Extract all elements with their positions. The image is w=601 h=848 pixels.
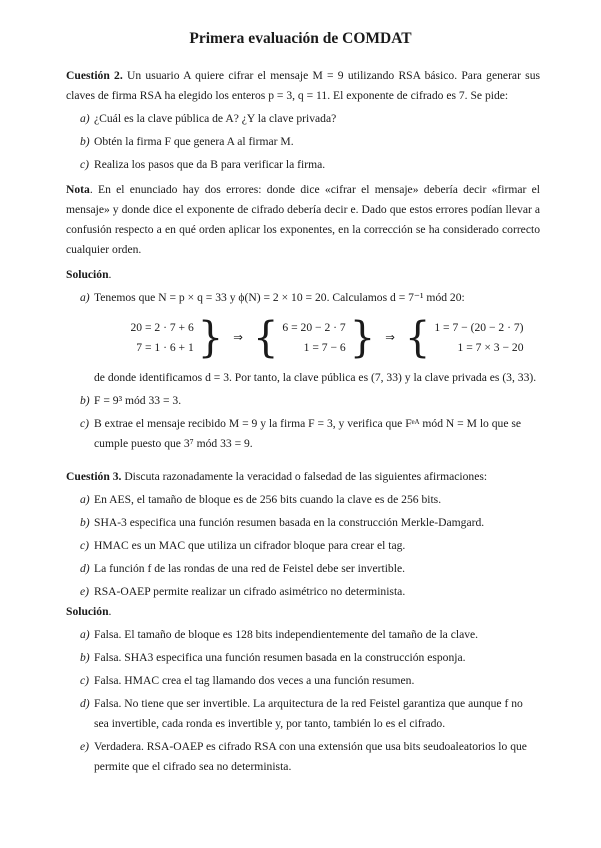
- item-text: de donde identificamos d = 3. Por tanto, la clave pública es (7, 33) y la clave privada es (3, 33).: [94, 371, 537, 384]
- list-item: [66, 109, 540, 129]
- list-item: [66, 582, 540, 602]
- item-text: Realiza los pasos que da B para verificar la firma.: [94, 158, 326, 171]
- item-text: B extrae el mensaje recibido M = 9 y la firma F = 3, y verifica que Fᵉᴬ mód N = M lo que se cumple puesto que 3⁷ mód 33 = 9.: [94, 417, 522, 450]
- item-text: Falsa. No tiene que ser invertible. La arquitectura de la red Feistel garantiza que aunque f no sea invertible, cada ronda es invertible y, por tanto, también lo es el cifrado.: [94, 697, 523, 730]
- solution-3-heading: Solución: [66, 605, 109, 618]
- document-body: [66, 66, 540, 777]
- item-label: a): [80, 291, 90, 304]
- question-2: [66, 66, 540, 106]
- question-2-list: [66, 109, 540, 175]
- item-text: Verdadera. RSA-OAEP es cifrado RSA con una extensión que usa bits seudoaleatorios lo que permite que el cifrado sea no determinista.: [94, 740, 527, 773]
- equation-line: 20 = 2 · 7 + 6: [130, 321, 194, 334]
- list-item: [66, 671, 540, 691]
- list-item: [66, 391, 540, 411]
- item-label: b): [80, 135, 90, 148]
- item-label: d): [80, 562, 90, 575]
- item-text: La función f de las rondas de una red de Feistel debe ser invertible.: [94, 562, 405, 575]
- item-label: e): [80, 740, 90, 753]
- item-text: Falsa. El tamaño de bloque es 128 bits independientemente del tamaño de la clave.: [94, 628, 479, 641]
- question-3-text: Discuta razonadamente la veracidad o falsedad de las siguientes afirmaciones:: [124, 470, 488, 483]
- list-item: [66, 737, 540, 777]
- solution-2-heading: Solución: [66, 268, 109, 281]
- list-item: [66, 559, 540, 579]
- item-text: Obtén la firma F que genera A al firmar M.: [94, 135, 294, 148]
- question-3-list: [66, 490, 540, 602]
- list-item: [66, 490, 540, 510]
- list-item: [66, 155, 540, 175]
- list-item: [66, 414, 540, 454]
- item-label: b): [80, 651, 90, 664]
- page-title: Primera evaluación de COMDAT: [189, 30, 412, 47]
- item-label: b): [80, 516, 90, 529]
- item-label: d): [80, 697, 90, 710]
- list-item: [66, 132, 540, 152]
- item-label: c): [80, 417, 90, 430]
- implies-arrow: ⇒: [233, 331, 243, 344]
- solution-2-list: [66, 288, 540, 454]
- equation-line: 1 = 7 − (20 − 2 · 7): [434, 321, 524, 334]
- equation-line: 7 = 1 · 6 + 1: [136, 341, 194, 354]
- item-text: RSA-OAEP permite realizar un cifrado asimétrico no determinista.: [94, 585, 406, 598]
- question-2-heading: Cuestión 2.: [66, 69, 123, 82]
- equation-block: [114, 314, 540, 362]
- implies-arrow: ⇒: [385, 331, 395, 344]
- equation-line: 1 = 7 − 6: [303, 341, 346, 354]
- item-text: SHA-3 especifica una función resumen basada en la construcción Merkle-Damgard.: [94, 516, 485, 529]
- item-text: Tenemos que N = p × q = 33 y ϕ(N) = 2 × 10 = 20. Calculamos d = 7⁻¹ mód 20:: [94, 291, 465, 304]
- list-item: [66, 648, 540, 668]
- list-item: [66, 513, 540, 533]
- list-item: [66, 536, 540, 556]
- item-text: En AES, el tamaño de bloque es de 256 bits cuando la clave es de 256 bits.: [94, 493, 442, 506]
- item-label: a): [80, 112, 90, 125]
- item-label: e): [80, 585, 90, 598]
- question-3-heading: Cuestión 3.: [66, 470, 122, 483]
- left-brace: {: [252, 313, 279, 363]
- right-brace: }: [349, 313, 376, 363]
- equation-line: 1 = 7 × 3 − 20: [457, 341, 524, 354]
- item-label: a): [80, 493, 90, 506]
- item-text: HMAC es un MAC que utiliza un cifrador bloque para crear el tag.: [94, 539, 406, 552]
- equation-right: [434, 318, 523, 358]
- solution-2-heading-line: Solución.: [66, 268, 112, 281]
- item-label: a): [80, 628, 90, 641]
- item-label: c): [80, 539, 90, 552]
- item-label: c): [80, 158, 90, 171]
- right-brace: }: [197, 313, 224, 363]
- equation-middle: [282, 318, 345, 358]
- note-heading: Nota: [66, 183, 90, 196]
- item-text: Falsa. HMAC crea el tag llamando dos veces a una función resumen.: [94, 674, 415, 687]
- item-label: b): [80, 394, 90, 407]
- equation-line: 6 = 20 − 2 · 7: [282, 321, 346, 334]
- solution-3-heading-line: Solución.: [66, 605, 112, 618]
- item-text: Falsa. SHA3 especifica una función resumen basada en la construcción esponja.: [94, 651, 466, 664]
- note-text: . En el enunciado hay dos errores: donde dice «cifrar el mensaje» debería decir «firmar el mensaje» y donde dice el exponente de cifrado debería decir e. Dado que estos errores podían llevar a confusión respecto a en qué orden aplicar los exponentes, en la corrección se ha considerado correcto cualquier orden.: [66, 183, 540, 256]
- item-text: ¿Cuál es la clave pública de A? ¿Y la clave privada?: [94, 112, 337, 125]
- list-item: [66, 288, 540, 388]
- question-3: [66, 467, 540, 487]
- item-text: F = 9³ mód 33 = 3.: [94, 394, 182, 407]
- solution-3-list: [66, 625, 540, 777]
- item-label: c): [80, 674, 90, 687]
- question-2-text: Un usuario A quiere cifrar el mensaje M = 9 utilizando RSA básico. Para generar sus claves de firma RSA ha elegido los enteros p = 3, q = 11. El exponente de cifrado es 7. Se pide:: [66, 69, 540, 102]
- equation-left: [130, 318, 193, 358]
- left-brace: {: [404, 313, 431, 363]
- list-item: [66, 625, 540, 645]
- list-item: [66, 694, 540, 734]
- note-paragraph: [66, 180, 540, 260]
